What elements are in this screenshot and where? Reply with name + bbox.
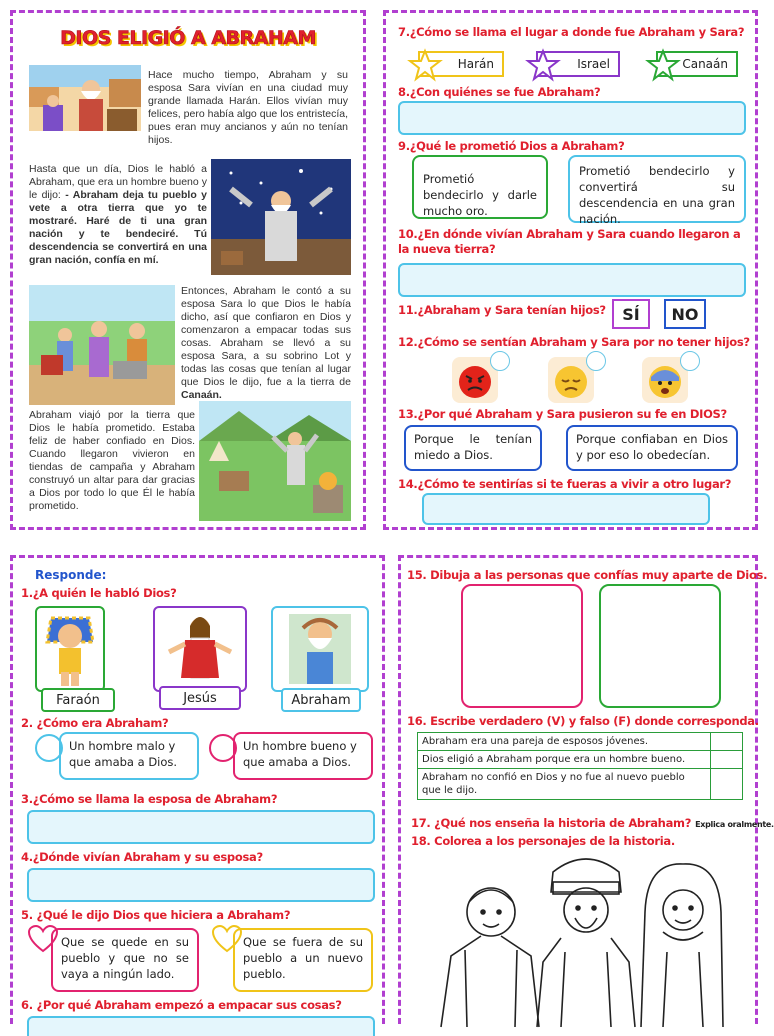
pharaoh-icon <box>37 608 103 690</box>
story-paragraph-4: Abraham viajó por la tierra que Dios le había prometido. Estaba feliz de haber confiado en Dios. Cuando llegaron vivieron en tiendas de campaña y Abraham construyó un altar para dar gracias a Dios por todo lo que Él le había prometido. <box>29 409 195 512</box>
drawing-box-1[interactable] <box>461 584 583 708</box>
star-icon <box>646 49 680 83</box>
option-2b[interactable]: Un hombre bueno y que amaba a Dios. <box>233 732 373 780</box>
questions-page-4 <box>398 555 774 1024</box>
abraham-icon <box>273 608 367 690</box>
option-5b[interactable]: Que se fuera de su pueblo a un nuevo pueblo. <box>233 928 373 992</box>
option-canaan[interactable] <box>656 51 738 77</box>
question-16: 16. Escribe verdadero (V) y falso (F) donde corresponda. <box>407 714 759 728</box>
family-travel-illustration <box>29 285 175 405</box>
jesus-card[interactable] <box>153 606 247 692</box>
question-10: 10.¿En dónde vivían Abraham y Sara cuando llegaron a la nueva tierra? <box>398 227 741 256</box>
question-4: 4.¿Dónde vivían Abraham y su esposa? <box>21 850 263 864</box>
scared-face-option[interactable] <box>642 357 688 403</box>
answer-box-3[interactable] <box>27 810 375 844</box>
question-8: 8.¿Con quiénes se fue Abraham? <box>398 85 601 99</box>
answer-cell-1[interactable] <box>711 733 743 751</box>
answer-cell-3[interactable] <box>711 769 743 800</box>
question-3: 3.¿Cómo se llama la esposa de Abraham? <box>21 792 278 806</box>
question-13: 13.¿Por qué Abraham y Sara pusieron su fe en DIOS? <box>398 407 727 421</box>
jesus-icon <box>155 608 245 690</box>
abraham-stars-illustration <box>211 159 351 275</box>
star-icon <box>408 49 442 83</box>
option-5a[interactable]: Que se quede en su pueblo y que no se vaya a ningún lado. <box>51 928 199 992</box>
question-18: 18. Colorea a los personajes de la historia. <box>411 834 675 848</box>
story-paragraph-1: Hace mucho tiempo, Abraham y su esposa Sara vivían en una ciudad muy grande llamada Harán. Ellos vivían muy felices, pero había algo que los entristecía, pues eran muy ancianos y aún no tenían hijos. <box>148 69 348 146</box>
story-title: DIOS ELIGIÓ A ABRAHAM <box>60 27 316 49</box>
option-2a[interactable]: Un hombre malo y que amaba a Dios. <box>59 732 199 780</box>
question-17-text: 17. ¿Qué nos enseña la historia de Abraham? <box>411 816 692 830</box>
option-canaan-label: Canaán <box>682 57 728 71</box>
question-14: 14.¿Cómo te sentirías si te fueras a vivir a otro lugar? <box>398 477 732 491</box>
answer-cell-2[interactable] <box>711 751 743 769</box>
drawing-box-2[interactable] <box>599 584 721 708</box>
question-1: 1.¿A quién le habló Dios? <box>21 586 177 600</box>
story-paragraph-2-text: Hasta que un día, Dios le habló a Abraham, que era un hombre bueno y le dijo: <box>29 163 207 201</box>
question-7: 7.¿Cómo se llama el lugar a donde fue Abraham y Sara? <box>398 25 745 39</box>
table-row <box>418 751 743 769</box>
story-page <box>10 10 366 530</box>
abraham-sara-illustration <box>29 65 141 131</box>
option-jesus[interactable]: Jesús <box>159 686 241 710</box>
coloring-characters <box>431 852 741 1027</box>
answer-circle[interactable] <box>586 351 606 371</box>
question-17 <box>411 816 774 830</box>
option-haran[interactable] <box>418 51 504 77</box>
answer-box-8[interactable] <box>398 101 746 135</box>
statement-1: Abraham era una pareja de esposos jóvenes. <box>418 733 711 751</box>
sad-face-option[interactable] <box>548 357 594 403</box>
option-13b[interactable]: Porque confiaban en Dios y por eso lo obedecían. <box>566 425 738 471</box>
question-2: 2. ¿Cómo era Abraham? <box>21 716 169 730</box>
questions-page-1 <box>10 555 385 1024</box>
question-17-note: Explica oralmente. <box>695 820 774 829</box>
abraham-card[interactable] <box>271 606 369 692</box>
story-paragraph-2-bold: - Abraham deja tu pueblo y vete a otra tierra que yo te mostraré. Haré de ti una gran nación y te bendeciré. Tú descendencia se convertirá en una gran nación, confía en mí. <box>29 189 207 266</box>
story-paragraph-2 <box>29 163 207 267</box>
story-paragraph-3-bold: Canaán. <box>181 389 222 401</box>
altar-illustration <box>199 401 351 521</box>
yes-box[interactable]: SÍ <box>612 299 650 329</box>
responde-heading: Responde: <box>35 568 107 582</box>
answer-box-14[interactable] <box>422 493 710 525</box>
pharaoh-card[interactable] <box>35 606 105 692</box>
option-9a[interactable]: Prometió bendecirlo y darle mucho oro. <box>412 155 548 219</box>
angry-face-option[interactable] <box>452 357 498 403</box>
true-false-table <box>417 732 743 800</box>
option-israel-label: Israel <box>577 57 610 71</box>
question-6: 6. ¿Por qué Abraham empezó a empacar sus cosas? <box>21 998 342 1012</box>
answer-circle[interactable] <box>680 351 700 371</box>
star-icon <box>526 49 560 83</box>
no-box[interactable]: NO <box>664 299 706 329</box>
statement-2: Dios eligió a Abraham porque era un hombre bueno. <box>418 751 711 769</box>
question-5: 5. ¿Qué le dijo Dios que hiciera a Abraham? <box>21 908 291 922</box>
answer-box-10[interactable] <box>398 263 746 297</box>
option-haran-label: Harán <box>457 57 494 71</box>
table-row <box>418 733 743 751</box>
option-13a[interactable]: Porque le tenían miedo a Dios. <box>404 425 542 471</box>
question-12: 12.¿Cómo se sentían Abraham y Sara por no tener hijos? <box>398 335 750 349</box>
answer-box-6[interactable] <box>27 1016 375 1036</box>
statement-3: Abraham no confió en Dios y no fue al nuevo pueblo que le dijo. <box>418 769 711 800</box>
answer-box-4[interactable] <box>27 868 375 902</box>
question-11: 11.¿Abraham y Sara tenían hijos? <box>398 303 606 317</box>
question-15: 15. Dibuja a las personas que confías muy aparte de Dios. <box>407 568 768 582</box>
table-row <box>418 769 743 800</box>
story-paragraph-3 <box>181 285 351 402</box>
option-faraon[interactable]: Faraón <box>41 688 115 712</box>
question-9: 9.¿Qué le prometió Dios a Abraham? <box>398 139 625 153</box>
option-israel[interactable] <box>536 51 620 77</box>
option-9b[interactable]: Prometió bendecirlo y convertirá su descendencia en una gran nación. <box>568 155 746 223</box>
option-abraham[interactable]: Abraham <box>281 688 361 712</box>
answer-circle[interactable] <box>490 351 510 371</box>
story-paragraph-3-text: Entonces, Abraham le contó a su esposa Sara lo que Dios le había dicho, así que confiaron en Dios y comenzaron a empacar todas sus cosas. Abraham se llevó a su esposa Sara, a su sobrino Lot y todas las cosas que tenían al lugar que Dios le dijo, fue a la tierra de <box>181 285 351 388</box>
questions-page-2 <box>383 10 758 530</box>
